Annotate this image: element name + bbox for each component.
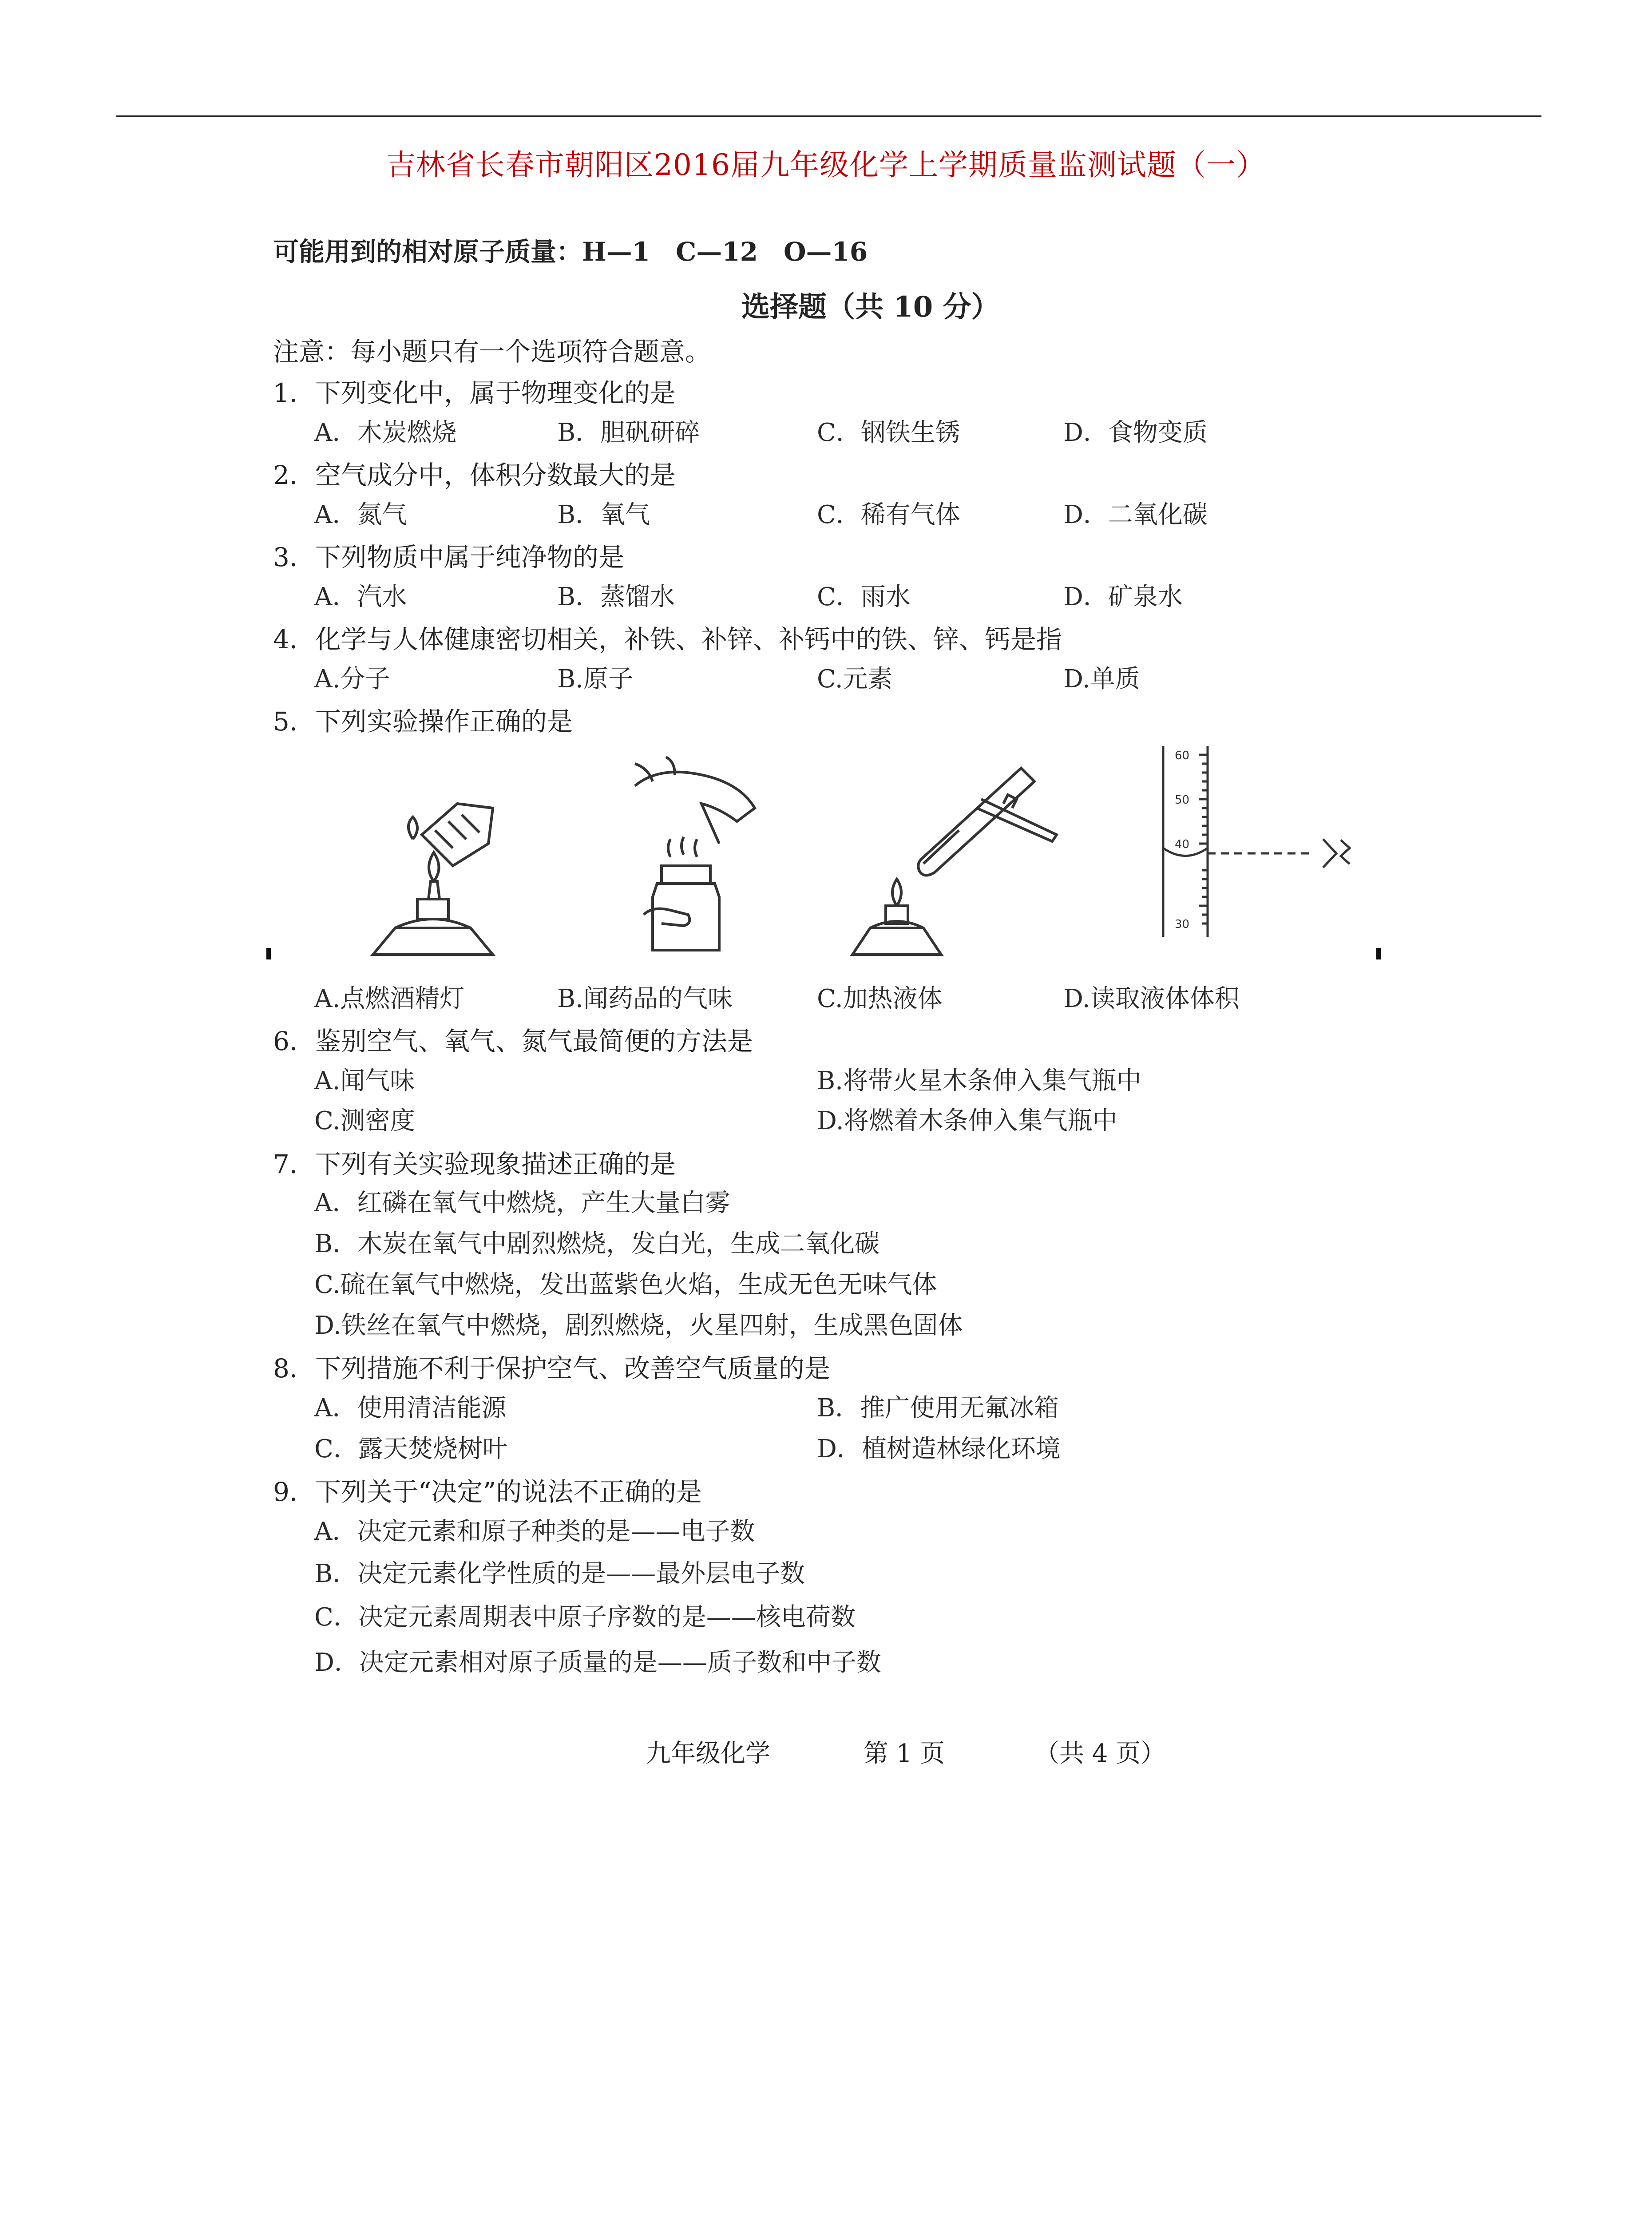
question-1-option-b: B．胆矾研碎: [557, 418, 700, 447]
question-4-option-d: D.单质: [1063, 665, 1140, 694]
question-9-option-a: A．决定元素和原子种类的是——电子数: [314, 1517, 755, 1546]
question-8-option-d: D．植树造林绿化环境: [817, 1435, 1061, 1463]
question-8-option-c: C．露天焚烧树叶: [314, 1435, 507, 1463]
question-9-option-c: C．决定元素周期表中原子序数的是——核电荷数: [314, 1603, 856, 1632]
question-3-option-a: A．汽水: [314, 583, 407, 611]
question-5-option-c: C.加热液体: [817, 984, 943, 1013]
question-1-stem: 1．下列变化中，属于物理变化的是: [273, 378, 676, 408]
question-3-option-b: B．蒸馏水: [557, 583, 675, 611]
question-5-stem: 5．下列实验操作正确的是: [273, 706, 573, 737]
question-7-stem: 7．下列有关实验现象描述正确的是: [273, 1149, 676, 1179]
figure-smell-chemical: [608, 755, 768, 959]
question-4-option-c: C.元素: [817, 665, 893, 694]
figure-heat-liquid: [844, 750, 1092, 963]
footer-total: （共 4 页）: [1034, 1739, 1166, 1768]
atomic-masses: 可能用到的相对原子质量：H—1 C—12 O—16: [273, 237, 868, 267]
figure-light-alcohol-lamp: [346, 777, 533, 963]
question-6-stem: 6．鉴别空气、氧气、氮气最简便的方法是: [273, 1026, 753, 1056]
question-7-option-a: A．红磷在氧气中燃烧，产生大量白雾: [314, 1189, 730, 1217]
question-2-option-c: C．稀有气体: [817, 500, 960, 529]
question-2-option-b: B．氧气: [557, 500, 650, 529]
question-4-stem: 4．化学与人体健康密切相关，补铁、补锌、补钙中的铁、锌、钙是指: [273, 624, 1062, 654]
question-3-option-c: C．雨水: [817, 583, 911, 611]
question-2-option-d: D．二氧化碳: [1063, 500, 1208, 529]
figure-read-cylinder: [1145, 737, 1376, 946]
question-8-stem: 8．下列措施不利于保护空气、改善空气质量的是: [273, 1353, 830, 1384]
question-9-option-b: B．决定元素化学性质的是——最外层电子数: [314, 1559, 805, 1588]
question-1-option-a: A．木炭燃烧: [314, 418, 457, 447]
scan-mark-right: [1376, 948, 1381, 959]
question-5-option-b: B.闻药品的气味: [557, 984, 733, 1013]
instruction-note: 注意：每小题只有一个选项符合题意。: [273, 337, 711, 367]
question-7-option-d: D.铁丝在氧气中燃烧，剧烈燃烧，火星四射，生成黑色固体: [314, 1311, 963, 1340]
question-4-option-a: A.分子: [314, 665, 390, 694]
question-9-option-d: D．决定元素相对原子质量的是——质子数和中子数: [314, 1648, 881, 1677]
section-title: 选择题（共 10 分）: [741, 290, 1000, 324]
question-6-option-a: A.闻气味: [314, 1066, 415, 1095]
question-8-option-b: B．推广使用无氟冰箱: [817, 1394, 1059, 1423]
question-6-option-b: B.将带火星木条伸入集气瓶中: [817, 1066, 1141, 1095]
document-title: 吉林省长春市朝阳区2016届九年级化学上学期质量监测试题（一）: [386, 148, 1266, 182]
question-6-option-c: C.测密度: [314, 1106, 415, 1135]
question-4-option-b: B.原子: [557, 665, 633, 694]
question-8-option-a: A．使用清洁能源: [314, 1394, 507, 1423]
cylinder-tick-50: 50: [1175, 793, 1190, 807]
header-rule: [116, 115, 1541, 117]
question-2-stem: 2．空气成分中，体积分数最大的是: [273, 460, 676, 490]
question-6-option-d: D.将燃着木条伸入集气瓶中: [817, 1106, 1117, 1135]
question-3-option-d: D．矿泉水: [1063, 583, 1183, 611]
scan-mark-left: [266, 948, 271, 959]
cylinder-tick-60: 60: [1175, 749, 1190, 762]
question-7-option-c: C.硫在氧气中燃烧，发出蓝紫色火焰，生成无色无味气体: [314, 1270, 937, 1299]
question-9-stem: 9．下列关于“决定”的说法不正确的是: [273, 1477, 702, 1507]
question-5-option-a: A.点燃酒精灯: [314, 984, 465, 1013]
question-5-option-d: D.读取液体体积: [1063, 984, 1240, 1013]
cylinder-tick-30: 30: [1175, 918, 1190, 931]
cylinder-tick-40: 40: [1175, 838, 1190, 851]
question-3-stem: 3．下列物质中属于纯净物的是: [273, 542, 624, 572]
footer-page: 第 1 页: [864, 1739, 945, 1768]
question-1-option-c: C．钢铁生锈: [817, 418, 960, 447]
footer-subject: 九年级化学: [646, 1739, 770, 1768]
question-1-option-d: D．食物变质: [1063, 418, 1208, 447]
question-7-option-b: B．木炭在氧气中剧烈燃烧，发白光，生成二氧化碳: [314, 1229, 880, 1258]
question-2-option-a: A．氮气: [314, 500, 407, 529]
